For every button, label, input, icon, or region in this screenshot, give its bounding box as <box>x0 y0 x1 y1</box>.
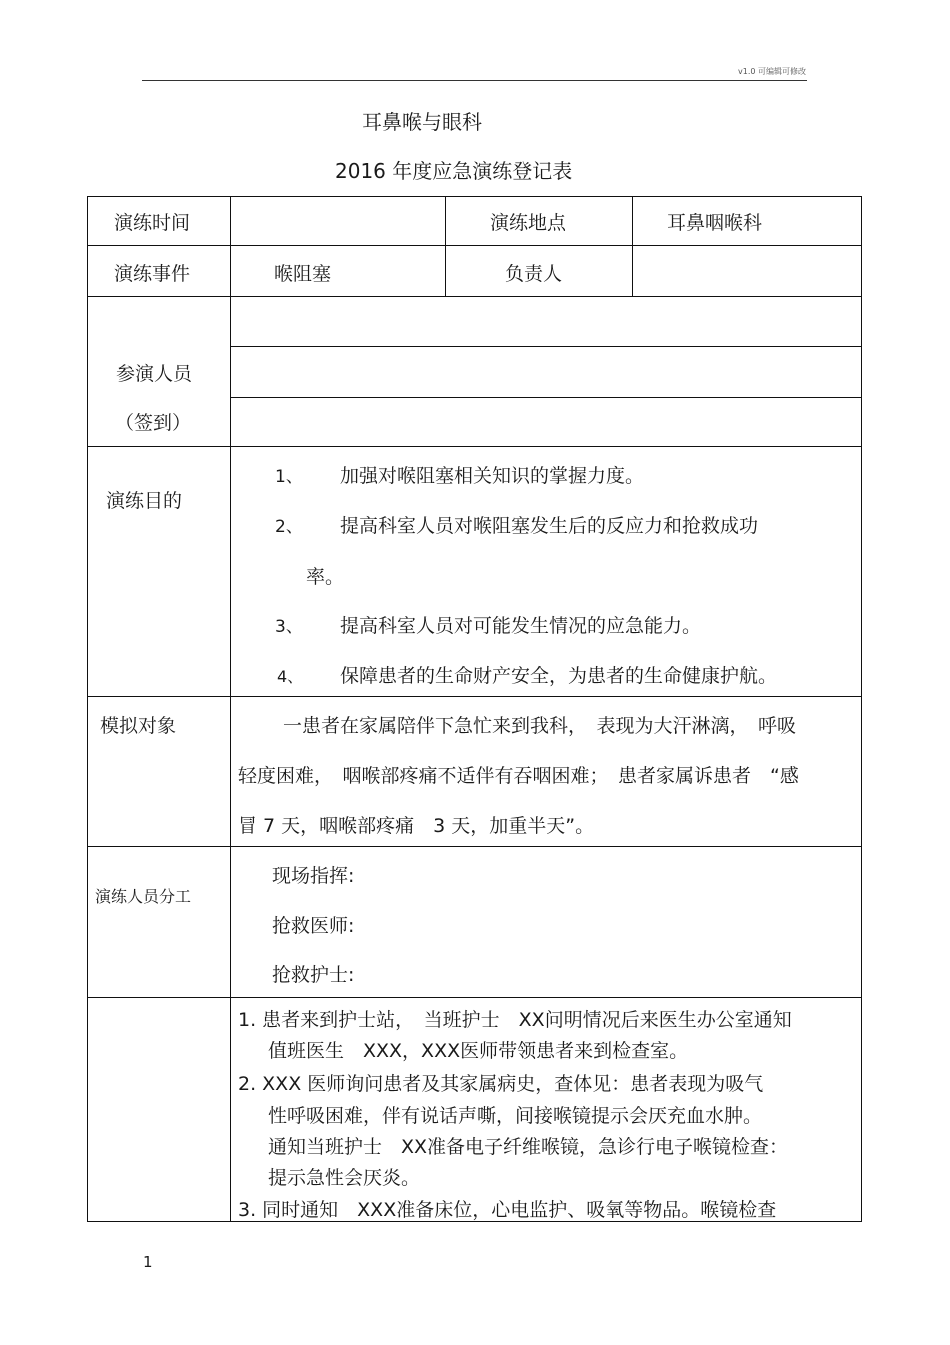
simulation-label: 模拟对象 <box>100 715 177 737</box>
signin-row-1[interactable] <box>230 296 862 347</box>
simulation-line-1: 一患者在家属陪伴下急忙来到我科， 表现为大汗淋漓， 呼吸 <box>283 715 797 737</box>
purpose-item-2: 提高科室人员对喉阻塞发生后的反应力和抢救成功 <box>340 515 759 537</box>
purpose-item-1-num: 1、 <box>275 467 303 487</box>
purpose-item-4-num: 4、 <box>277 667 304 686</box>
signin-row-3[interactable] <box>230 397 862 447</box>
version-label: v1.0 可编辑可修改 <box>738 67 806 76</box>
page-number: 1 <box>143 1253 153 1271</box>
process-line-6: 提示急性会厌炎。 <box>268 1167 421 1189</box>
responsible-value-cell[interactable] <box>632 245 862 297</box>
purpose-label-cell <box>87 446 231 697</box>
role-field-commander: 现场指挥: <box>272 865 355 887</box>
signin-row-2[interactable] <box>230 346 862 398</box>
process-label-cell <box>87 997 231 1222</box>
process-line-5: 通知当班护士 XX准备电子纤维喉镜，急诊行电子喉镜检查： <box>268 1136 789 1158</box>
roles-label: 演练人员分工 <box>95 887 192 906</box>
participants-label: 参演人员 <box>116 363 193 385</box>
drill-event-value: 喉阻塞 <box>274 263 332 285</box>
process-line-7: 3. 同时通知 XXX准备床位，心电监护、吸氧等物品。喉镜检查 <box>238 1199 777 1221</box>
drill-event-value-cell <box>230 245 446 297</box>
department-title: 耳鼻喉与眼科 <box>362 110 482 134</box>
form-title: 2016 年度应急演练登记表 <box>335 159 573 183</box>
purpose-item-3: 提高科室人员对可能发生情况的应急能力。 <box>340 615 702 637</box>
participants-signin-note: （签到） <box>115 412 192 434</box>
header-rule <box>142 80 807 81</box>
purpose-item-4: 保障患者的生命财产安全，为患者的生命健康护航。 <box>340 665 778 687</box>
drill-event-label: 演练事件 <box>114 263 191 285</box>
drill-time-value-cell[interactable] <box>230 196 446 246</box>
purpose-item-1: 加强对喉阻塞相关知识的掌握力度。 <box>340 465 645 487</box>
roles-label-cell <box>87 846 231 998</box>
drill-location-value: 耳鼻咽喉科 <box>667 212 763 234</box>
process-line-3: 2. XXX 医师询问患者及其家属病史，查体见：患者表现为吸气 <box>238 1073 764 1095</box>
process-line-4: 性呼吸困难，伴有说话声嘶，间接喉镜提示会厌充血水肿。 <box>268 1105 763 1127</box>
drill-location-label: 演练地点 <box>490 212 567 234</box>
process-line-1: 1. 患者来到护士站， 当班护士 XX问明情况后来医生办公室通知 <box>238 1009 792 1031</box>
simulation-line-2: 轻度困难， 咽喉部疼痛不适伴有吞咽困难； 患者家属诉患者 “感 <box>238 765 799 787</box>
responsible-label: 负责人 <box>505 263 563 285</box>
drill-time-label: 演练时间 <box>114 212 191 234</box>
purpose-item-3-num: 3、 <box>275 617 303 637</box>
purpose-item-2-cont: 率。 <box>306 566 345 588</box>
role-rescue-nurse: 抢救护士: <box>272 964 355 986</box>
process-line-2: 值班医生 XXX，XXX医师带领患者来到检查室。 <box>268 1040 689 1062</box>
simulation-line-3: 冒 7 天，咽喉部疼痛 3 天，加重半天”。 <box>238 815 595 837</box>
purpose-item-2-num: 2、 <box>275 517 303 537</box>
role-rescue-doctor: 抢救医师: <box>272 915 355 937</box>
purpose-label: 演练目的 <box>106 490 183 512</box>
